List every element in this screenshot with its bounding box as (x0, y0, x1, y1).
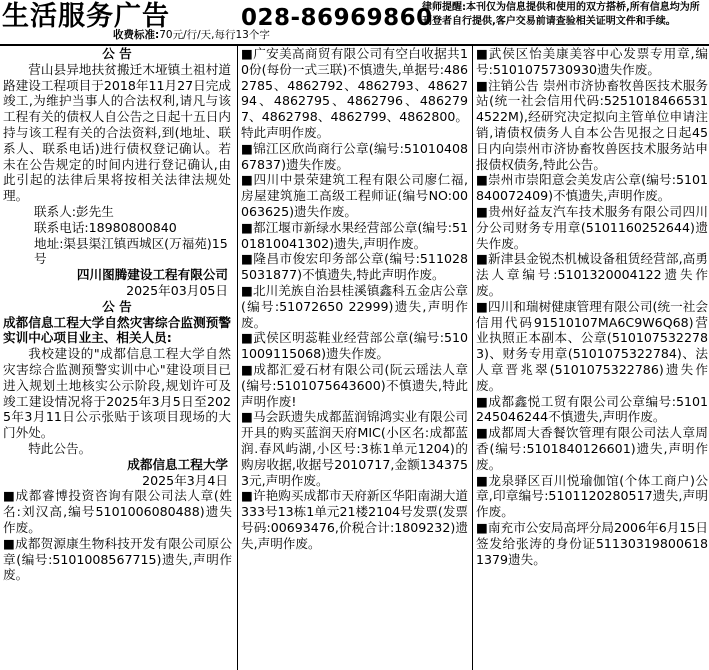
classified-item: ■成都汇爱石材有限公司(阮云瑶法人章(编号:5101075643600)不慎遗失,特此声明作废! (241, 361, 468, 409)
notice2-heading: 成都信息工程大学自然灾害综合监测预警实训中心项目业主、相关人员: (3, 314, 231, 346)
notice1-title: 公 告 (102, 46, 132, 61)
fee-text: 70元/行/天,每行13个字 (159, 29, 270, 41)
classified-item: ■武侯区怡美康美容中心发票专用章,编号:5101075730930遗失作废。 (476, 46, 708, 77)
classified-item: ■隆昌市俊宏印务部公章(编号:5110285031877)不慎遗失,特此声明作废。 (241, 251, 468, 283)
classified-item: ■北川羌族自治县桂溪镇鑫科五金店公章(编号:51072650 22999)遗失,声明作废。 (241, 282, 468, 330)
fee-label: 收费标准: (113, 29, 160, 41)
classified-item: ■注销公告 崇州市济协畜牧兽医技术服务站(统一社会信用代码:52510184665314522M),经研究决定拟向主管单位申请注销,请债权债务人自本公告见报之日起45日内向崇州市济协畜牧兽医技术服务站申报债权债务,特此公告。 (476, 77, 708, 172)
contact-address: 地址:渠县渠江镇西城区(万福苑)15号 (34, 235, 228, 267)
notice1-date: 2025年03月05日 (126, 282, 228, 298)
classified-item: ■都江堰市新绿水果经营部公章(编号:5101810041302)遗失,声明作废。 (241, 219, 468, 251)
classified-item: ■马会跃遗失成都蓝润锦鸿实业有限公司开具的购买蓝润天府MIC(小区名:成都蓝润.春风屿湖,小区号:3栋1单元1204)的购房收据,收据号2010717,金额1343753元,声明作废。 (241, 409, 468, 488)
notice2-title: 公 告 (102, 298, 132, 314)
notice2-tail: 特此公告。 (28, 440, 92, 456)
classified-item: ■贵州好益友汽车技术服务有限公司四川分公司财务专用章(5101160252644)遗失作废。 (476, 203, 708, 251)
notice2-company: 成都信息工程大学 (127, 456, 228, 472)
column-3 (472, 46, 709, 670)
classified-item: ■南充市公安局高坪分局2006年6月15日签发给张涛的身份证511303198006181379遗失。 (476, 519, 708, 567)
classified-item: ■许艳购买成都市天府新区华阳南湖大道333号13栋1单元21楼2104号发票(发票号码:00693476,价税合计:1809232)遗失,声明作废。 (241, 488, 469, 551)
notice1-company: 四川图腾建设工程有限公司 (76, 267, 228, 283)
header-title: 生活服务广告 (2, 1, 170, 32)
classified-item: ■锦江区欣尚商行公章(编号:5101040867837)遗失作废。 (241, 140, 468, 172)
classified-item: ■龙泉驿区百川悦瑜伽馆(个体工商户)公章,印章编号:5101120280517遗失,声明作废。 (476, 472, 708, 520)
classified-item: ■成都周大香餐饮管理有限公司法人章周香(编号:5101840126601)遗失,声明作废。 (476, 425, 708, 472)
notice1-body: 营山县异地扶贫搬迁木垭镇土祖村道路建设工程项目于2018年11月27日完成竣工,为维护当事人的合法权利,请凡与该工程有关的债权人自公告之日起十五日内持与该工程有关的合法资料,到(地址、联系人、联系电话)进行债权登记确认。若未在公告规定的时间内进行登记确认,由此引起的法律后果将按相关法律法规处理。 (3, 61, 231, 204)
column-2 (237, 46, 470, 670)
contact-phone: 联系电话:18980800840 (34, 219, 177, 235)
classified-item: ■成都睿博投资咨询有限公司法人章(姓名:刘汉高,编号5101006080488)遗失作废。 (3, 488, 232, 535)
classified-item: ■四川和瑞树健康管理有限公司(统一社会信用代码91510107MA6C9W6Q68)营业执照正本副本、公章(5101075322783)、财务专用章(5101075322784)、法人章晋兆翠(5101075322786)遗失作废。 (476, 298, 708, 393)
column-1 (0, 46, 234, 670)
fee-standard (113, 28, 270, 42)
classified-item: ■四川中景荣建筑工程有限公司廖仁福,房屋建筑施工高级工程师证(编号NO:00063625)遗失作废。 (241, 172, 468, 219)
header-phone: 028-86969860 (241, 5, 433, 31)
notice2-date: 2025年3月4日 (142, 472, 228, 488)
contact-name: 联系人:彭先生 (34, 203, 114, 219)
classified-item: ■武侯区明蕊鞋业经营部公章(编号:5101009115068)遗失作废。 (241, 330, 468, 362)
classified-item: ■崇州市崇阳意会美发店公章(编号:5101840072409)不慎遗失,声明作废。 (476, 172, 708, 204)
classified-item: ■成都贺源康生物科技开发有限公司原公章(编号:5101008567715)遗失,声明作废。 (3, 535, 232, 583)
notice2-body: 我校建设的"成都信息工程大学自然灾害综合监测预警实训中心"建设项目已进入规划土地核实公示阶段,规划许可及竣工建设情况将于2025年3月5日至2025年3月11日公示张贴于该项目现场的大门外处。 (3, 346, 231, 441)
ad-header (0, 0, 709, 46)
classified-item: ■广安美高商贸有限公司有空白收据共10份(每份一式三联)不慎遗失,单据号:4862785、4862792、4862793、4862794、4862795、4862796、4862797、4862798、4862799、4862800。特此声明作废。 (241, 46, 468, 140)
classified-item: ■新津县金锐杰机械设备租赁经营部,高勇法人章编号:5101320004122遗失作废。 (476, 251, 708, 298)
lawyer-warning: 律师提醒:本刊仅为信息提供和使用的双方搭桥,所有信息均为所刊登者自行提供,客户交易前请查验相关证明文件和手续。 (422, 2, 700, 27)
classified-item: ■成都鑫悦工贸有限公司公章编号:5101245046244不慎遗失,声明作废。 (476, 393, 708, 425)
